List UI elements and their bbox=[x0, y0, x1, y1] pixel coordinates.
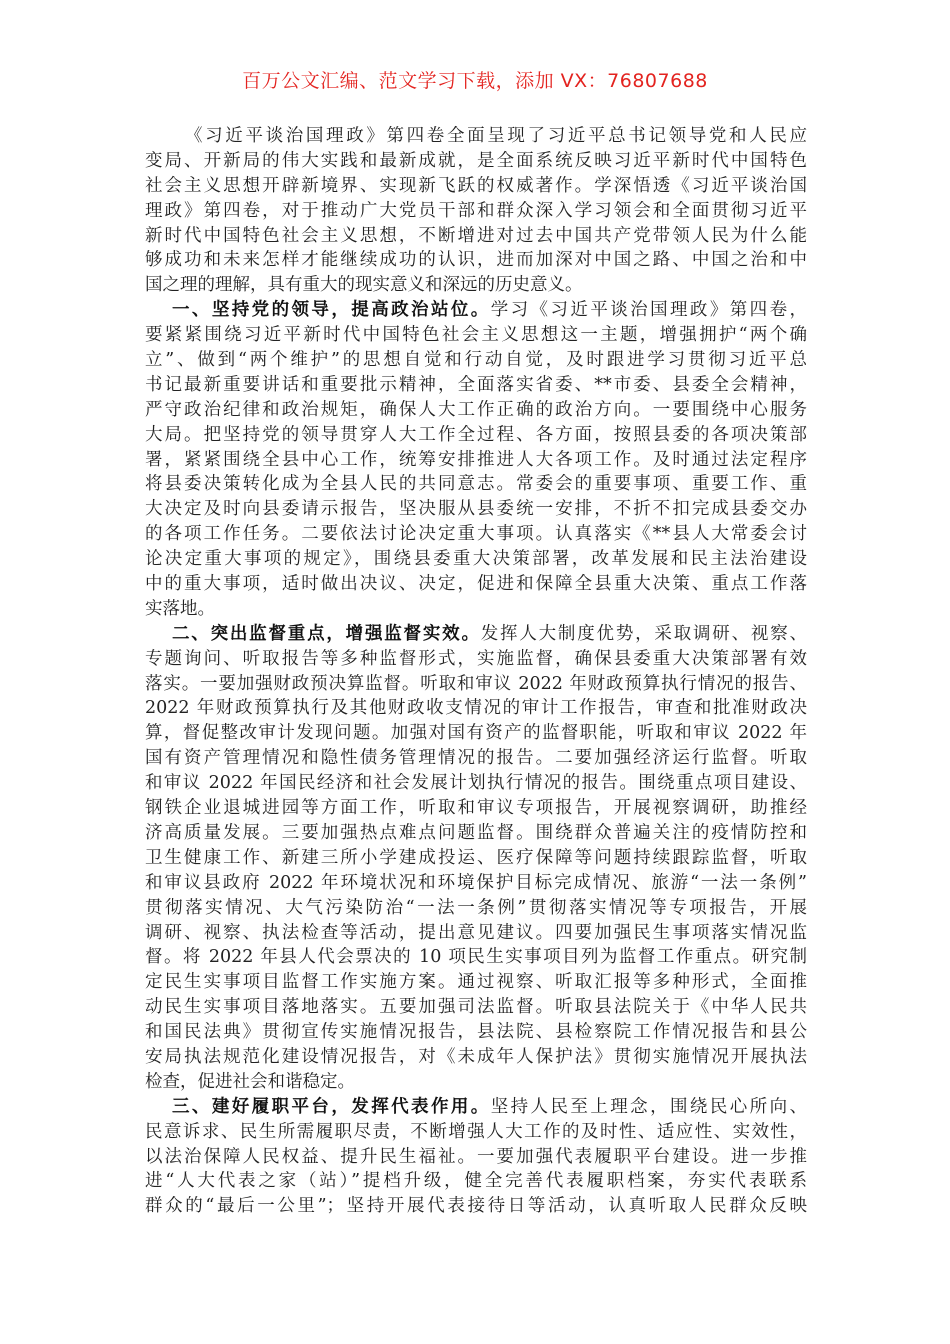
text-line bbox=[145, 572, 807, 597]
text-line bbox=[145, 124, 807, 149]
text-line bbox=[145, 1169, 807, 1194]
text-line bbox=[145, 696, 807, 721]
line-text: 社会主义思想开辟新境界、实现新飞跃的权威著作。学深悟透《习近平谈治国 bbox=[145, 175, 807, 196]
line-text: 实落地。 bbox=[145, 598, 215, 619]
line-text: 将县委决策转化成为全县人民的共同意志。常委会的重要事项、重要工作、重 bbox=[145, 474, 807, 495]
line-text: 专题询问、听取报告等多种监督形式，实施监督，确保县委重大决策部署有效 bbox=[145, 648, 807, 669]
line-text: 民意诉求、民生所需履职尽责，不断增强人大工作的及时性、适应性、实效性， bbox=[145, 1121, 807, 1142]
text-line bbox=[145, 373, 807, 398]
text-line bbox=[145, 796, 807, 821]
section-heading: 二、突出监督重点，增强监督实效。 bbox=[172, 623, 481, 644]
text-line bbox=[145, 622, 807, 647]
line-text: 的各项工作任务。二要依法讨论决定重大事项。认真落实《**县人大常委会讨 bbox=[145, 524, 807, 545]
text-line bbox=[145, 448, 807, 473]
line-text: 新时代中国特色社会主义思想，不断增进对过去中国共产党带领人民为什么能 bbox=[145, 225, 807, 246]
text-line bbox=[145, 846, 807, 871]
line-text: 群众的“最后一公里”；坚持开展代表接待日等活动，认真听取人民群众反映 bbox=[145, 1196, 807, 1217]
watermark-header: 百万公文汇编、范文学习下载，添加 VX：76807688 bbox=[242, 70, 708, 92]
line-text: 变局、开新局的伟大实践和最新成就，是全面系统反映习近平新时代中国特色 bbox=[145, 150, 807, 171]
line-text: 和审议县政府 2022 年环境状况和环境保护目标完成情况、旅游“一法一条例” bbox=[145, 872, 807, 893]
line-text: 定民生实事项目监督工作实施方案。通过视察、听取汇报等多种形式，全面推 bbox=[145, 972, 807, 993]
section-paragraph bbox=[145, 298, 807, 622]
text-line bbox=[145, 995, 807, 1020]
line-text: 以法治保障人民权益、提升民生福祉。一要加强代表履职平台建设。进一步推 bbox=[145, 1146, 807, 1167]
line-text: 署，紧紧围绕全县中心工作，统筹安排推进人大各项工作。及时通过法定程序 bbox=[145, 449, 807, 470]
line-text: 中的重大事项，适时做出决议、决定，促进和保障全县重大决策、重点工作落 bbox=[145, 574, 807, 595]
text-line bbox=[145, 821, 807, 846]
text-line bbox=[145, 1120, 807, 1145]
text-line bbox=[145, 497, 807, 522]
line-text: 动民生实事项目落地落实。五要加强司法监督。听取县法院关于《中华人民共 bbox=[145, 997, 807, 1018]
line-text: 进“人大代表之家（站）”提档升级，健全完善代表履职档案，夯实代表联系 bbox=[145, 1171, 807, 1192]
intro-paragraph bbox=[145, 124, 807, 298]
line-text: 够成功和未来怎样才能继续成功的认识，进而加深对中国之路、中国之治和中 bbox=[145, 250, 807, 271]
line-text: 2022 年财政预算执行及其他财政收支情况的审计工作报告，审查和批准财政决 bbox=[145, 698, 807, 719]
line-text: 《习近平谈治国理政》第四卷全面呈现了习近平总书记领导党和人民应 bbox=[185, 126, 807, 146]
document-body bbox=[145, 124, 807, 1219]
section-heading: 三、建好履职平台，发挥代表作用。 bbox=[172, 1096, 491, 1117]
line-text: 理政》第四卷，对于推动广大党员干部和群众深入学习领会和全面贯彻习近平 bbox=[145, 200, 807, 221]
text-line bbox=[145, 1095, 807, 1120]
text-line bbox=[145, 149, 807, 174]
line-text: 卫生健康工作、新建三所小学建成投运、医疗保障等问题持续跟踪监督，听取 bbox=[145, 847, 807, 868]
line-text: 调研、视察、执法检查等活动，提出意见建议。四要加强民生事项落实情况监 bbox=[145, 922, 807, 943]
text-line bbox=[145, 871, 807, 896]
section-heading: 一、坚持党的领导，提高政治站位。 bbox=[172, 300, 491, 321]
line-text: 大决定及时向县委请示报告，坚决服从县委统一安排，不折不扣完成县委交办 bbox=[145, 499, 807, 520]
line-text: 立”、做到“两个维护”的思想自觉和行动自觉，及时跟进学习贯彻习近平总 bbox=[145, 350, 807, 371]
text-line bbox=[145, 597, 807, 622]
line-text: 落实。一要加强财政预决算监督。听取和审议 2022 年财政预算执行情况的报告、 bbox=[145, 673, 807, 694]
text-line bbox=[145, 174, 807, 199]
line-text: 算，督促整改审计发现问题。加强对国有资产的监督职能，听取和审议 2022 年 bbox=[145, 723, 807, 744]
text-line bbox=[145, 348, 807, 373]
text-line bbox=[145, 1070, 807, 1095]
text-line bbox=[145, 298, 807, 323]
text-line bbox=[145, 522, 807, 547]
line-text: 济高质量发展。三要加强热点难点问题监督。围绕群众普遍关注的疫情防控和 bbox=[145, 822, 807, 843]
line-text: 检查，促进社会和谐稳定。 bbox=[145, 1071, 355, 1092]
line-text: 严守政治纪律和政治规矩，确保人大工作正确的政治方向。一要围绕中心服务 bbox=[145, 399, 807, 420]
text-line bbox=[145, 1020, 807, 1045]
text-line bbox=[145, 1045, 807, 1070]
line-text: 要紧紧围绕习近平新时代中国特色社会主义思想这一主题，增强拥护“两个确 bbox=[145, 325, 807, 346]
text-line bbox=[145, 921, 807, 946]
text-line bbox=[145, 423, 807, 448]
line-text: 大局。把坚持党的领导贯穿人大工作全过程、各方面，按照县委的各项决策部 bbox=[145, 424, 807, 445]
line-text: 和审议 2022 年国民经济和社会发展计划执行情况的报告。围绕重点项目建设、 bbox=[145, 773, 807, 794]
line-text: 钢铁企业退城进园等方面工作，听取和审议专项报告，开展视察调研，助推经 bbox=[145, 798, 807, 819]
text-line bbox=[145, 248, 807, 273]
text-line bbox=[145, 1145, 807, 1170]
line-text: 贯彻落实情况、大气污染防治“一法一条例”贯彻落实情况等专项报告，开展 bbox=[145, 897, 807, 918]
line-text: 发挥人大制度优势，采取调研、视察、 bbox=[480, 623, 807, 644]
text-line bbox=[145, 970, 807, 995]
text-line bbox=[145, 647, 807, 672]
line-text: 督。将 2022 年县人代会票决的 10 项民生实事项目列为监督工作重点。研究制 bbox=[145, 947, 807, 968]
line-text: 安局执法规范化建设情况报告，对《未成年人保护法》贯彻实施情况开展执法 bbox=[145, 1046, 807, 1067]
line-text: 学习《习近平谈治国理政》第四卷， bbox=[490, 300, 808, 321]
text-line bbox=[145, 472, 807, 497]
line-text: 国之理的理解，具有重大的现实意义和深远的历史意义。 bbox=[145, 275, 583, 296]
line-text: 坚持人民至上理念，围绕民心所向、 bbox=[490, 1096, 808, 1117]
text-line bbox=[145, 771, 807, 796]
line-text: 论决定重大事项的规定》，围绕县委重大决策部署，改革发展和民主法治建设 bbox=[145, 549, 807, 570]
section-paragraph bbox=[145, 1095, 807, 1219]
line-text: 书记最新重要讲话和重要批示精神，全面落实省委、**市委、县委全会精神， bbox=[145, 374, 807, 395]
text-line bbox=[145, 672, 807, 697]
section-paragraph bbox=[145, 622, 807, 1095]
text-line bbox=[145, 721, 807, 746]
text-line bbox=[145, 199, 807, 224]
text-line bbox=[145, 398, 807, 423]
text-line bbox=[145, 273, 807, 298]
text-line bbox=[145, 224, 807, 249]
text-line bbox=[145, 896, 807, 921]
text-line bbox=[145, 547, 807, 572]
text-line bbox=[145, 746, 807, 771]
text-line bbox=[145, 1194, 807, 1219]
text-line bbox=[145, 945, 807, 970]
text-line bbox=[145, 323, 807, 348]
line-text: 和国民法典》贯彻宣传实施情况报告，县法院、县检察院工作情况报告和县公 bbox=[145, 1022, 807, 1043]
line-text: 国有资产管理情况和隐性债务管理情况的报告。二要加强经济运行监督。听取 bbox=[145, 748, 807, 769]
